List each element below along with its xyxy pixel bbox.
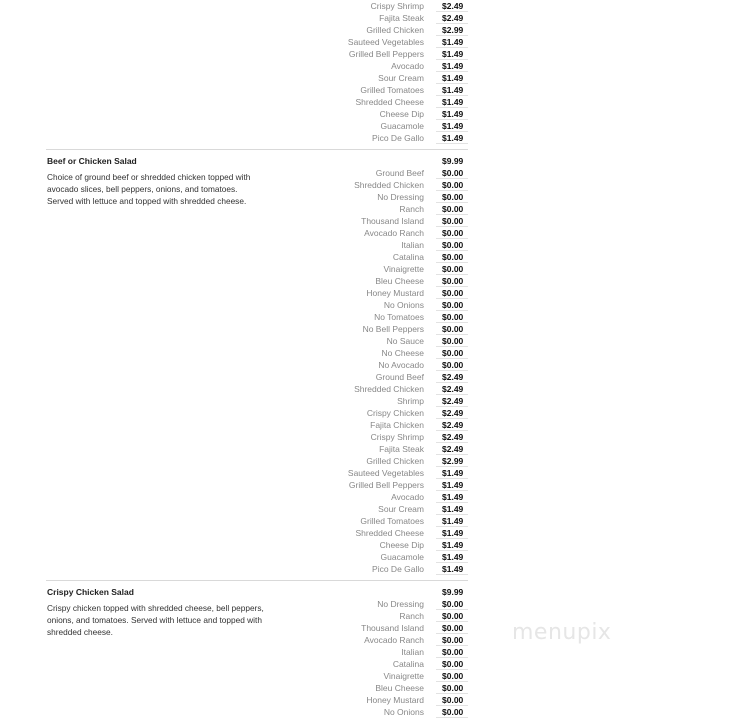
option-price: $2.49 [442,420,464,430]
option-name: Ground Beef [375,372,424,382]
option-name: Crispy Shrimp [370,1,424,11]
option-name: Thousand Island [361,216,424,226]
option-price: $0.00 [442,312,464,322]
option-name: Shredded Chicken [354,180,424,190]
option-price: $0.00 [442,192,464,202]
option-name: Pico De Gallo [372,564,424,574]
option-name: Guacamole [380,121,424,131]
option-name: No Dressing [377,192,424,202]
option-price: $0.00 [442,659,464,669]
option-name: Sour Cream [378,73,424,83]
item-price-beef-chicken-salad: $9.99 [442,156,464,166]
option-name: Grilled Bell Peppers [348,49,424,59]
option-name: Fajita Steak [379,13,424,23]
option-name: Fajita Steak [379,444,424,454]
option-name: No Cheese [381,348,424,358]
option-price: $1.49 [442,480,464,490]
option-price: $1.49 [442,540,464,550]
item-title-beef-chicken-salad: Beef or Chicken Salad [47,156,137,166]
option-name: No Bell Peppers [362,324,424,334]
option-name: Ranch [399,611,424,621]
option-name: Sauteed Vegetables [347,37,424,47]
option-name: Crispy Chicken [366,408,424,418]
option-name: Grilled Tomatoes [360,516,424,526]
option-price: $2.49 [442,408,464,418]
option-price: $1.49 [442,528,464,538]
option-name: Crispy Shrimp [370,432,424,442]
option-price: $1.49 [442,49,464,59]
option-name: Avocado Ranch [364,228,424,238]
item-description-beef-chicken-salad: Choice of ground beef or shredded chicken topped with avocado slices, bell peppers, onions, and tomatoes. Served with lettuce and topped with shredded cheese. [47,172,251,206]
option-price: $2.99 [442,25,464,35]
option-name: No Sauce [386,336,424,346]
item-divider [46,580,468,581]
option-price: $0.00 [442,647,464,657]
price-underline [436,574,468,575]
option-price: $0.00 [442,695,464,705]
option-price: $0.00 [442,635,464,645]
option-price: $0.00 [442,360,464,370]
option-price: $2.49 [442,372,464,382]
option-price: $0.00 [442,671,464,681]
menupix-watermark: menupix [512,620,612,645]
option-name: Catalina [392,659,424,669]
option-name: Ground Beef [375,168,424,178]
option-price: $0.00 [442,180,464,190]
option-name: Shredded Chicken [354,384,424,394]
option-price: $0.00 [442,276,464,286]
option-name: Italian [401,647,424,657]
option-price: $0.00 [442,623,464,633]
option-price: $0.00 [442,707,464,717]
price-underline [436,143,468,144]
option-name: No Dressing [377,599,424,609]
option-price: $0.00 [442,204,464,214]
option-price: $2.49 [442,444,464,454]
option-name: Fajita Chicken [370,420,424,430]
option-name: Vinaigrette [383,671,424,681]
option-name: Avocado [391,61,424,71]
option-name: No Onions [383,707,424,717]
option-name: No Tomatoes [374,312,424,322]
option-name: Ranch [399,204,424,214]
item-description-crispy-chicken-salad: Crispy chicken topped with shredded cheese, bell peppers, onions, and tomatoes. Served with lettuce and topped with shredded cheese. [47,603,264,637]
item-divider [46,149,468,150]
option-name: Pico De Gallo [372,133,424,143]
option-name: Cheese Dip [379,109,424,119]
option-price: $0.00 [442,252,464,262]
option-price: $0.00 [442,683,464,693]
option-price: $0.00 [442,288,464,298]
option-price: $1.49 [442,121,464,131]
option-name: No Avocado [378,360,424,370]
option-name: Catalina [392,252,424,262]
option-name: Italian [401,240,424,250]
option-name: Avocado [391,492,424,502]
option-price: $0.00 [442,228,464,238]
option-name: No Onions [383,300,424,310]
option-price: $2.49 [442,432,464,442]
option-name: Bleu Cheese [375,683,424,693]
option-name: Guacamole [380,552,424,562]
option-price: $1.49 [442,492,464,502]
option-price: $0.00 [442,240,464,250]
option-price: $0.00 [442,216,464,226]
option-price: $0.00 [442,599,464,609]
option-price: $1.49 [442,37,464,47]
option-price: $1.49 [442,564,464,574]
option-name: Thousand Island [361,623,424,633]
option-name: Cheese Dip [379,540,424,550]
option-price: $1.49 [442,504,464,514]
option-name: Honey Mustard [366,288,424,298]
option-price: $0.00 [442,348,464,358]
option-price: $2.49 [442,384,464,394]
option-price: $0.00 [442,324,464,334]
option-price: $0.00 [442,168,464,178]
option-name: Grilled Chicken [366,456,424,466]
option-price: $1.49 [442,97,464,107]
option-price: $0.00 [442,300,464,310]
option-name: Avocado Ranch [364,635,424,645]
option-price: $0.00 [442,336,464,346]
option-price: $0.00 [442,611,464,621]
option-name: Shrimp [397,396,424,406]
option-name: Shredded Cheese [355,97,424,107]
option-price: $0.00 [442,264,464,274]
option-price: $1.49 [442,516,464,526]
option-price: $1.49 [442,552,464,562]
option-name: Honey Mustard [366,695,424,705]
option-price: $2.49 [442,396,464,406]
option-price: $1.49 [442,468,464,478]
item-title-crispy-chicken-salad: Crispy Chicken Salad [47,587,134,597]
option-name: Grilled Chicken [366,25,424,35]
option-name: Bleu Cheese [375,276,424,286]
option-name: Sour Cream [378,504,424,514]
option-price: $1.49 [442,73,464,83]
option-name: Vinaigrette [383,264,424,274]
option-price: $2.99 [442,456,464,466]
option-name: Shredded Cheese [355,528,424,538]
option-price: $2.49 [442,1,464,11]
option-price: $1.49 [442,109,464,119]
option-price: $2.49 [442,13,464,23]
option-price: $1.49 [442,85,464,95]
item-price-crispy-chicken-salad: $9.99 [442,587,464,597]
option-price: $1.49 [442,133,464,143]
option-price: $1.49 [442,61,464,71]
option-name: Grilled Tomatoes [360,85,424,95]
option-name: Sauteed Vegetables [347,468,424,478]
option-name: Grilled Bell Peppers [348,480,424,490]
